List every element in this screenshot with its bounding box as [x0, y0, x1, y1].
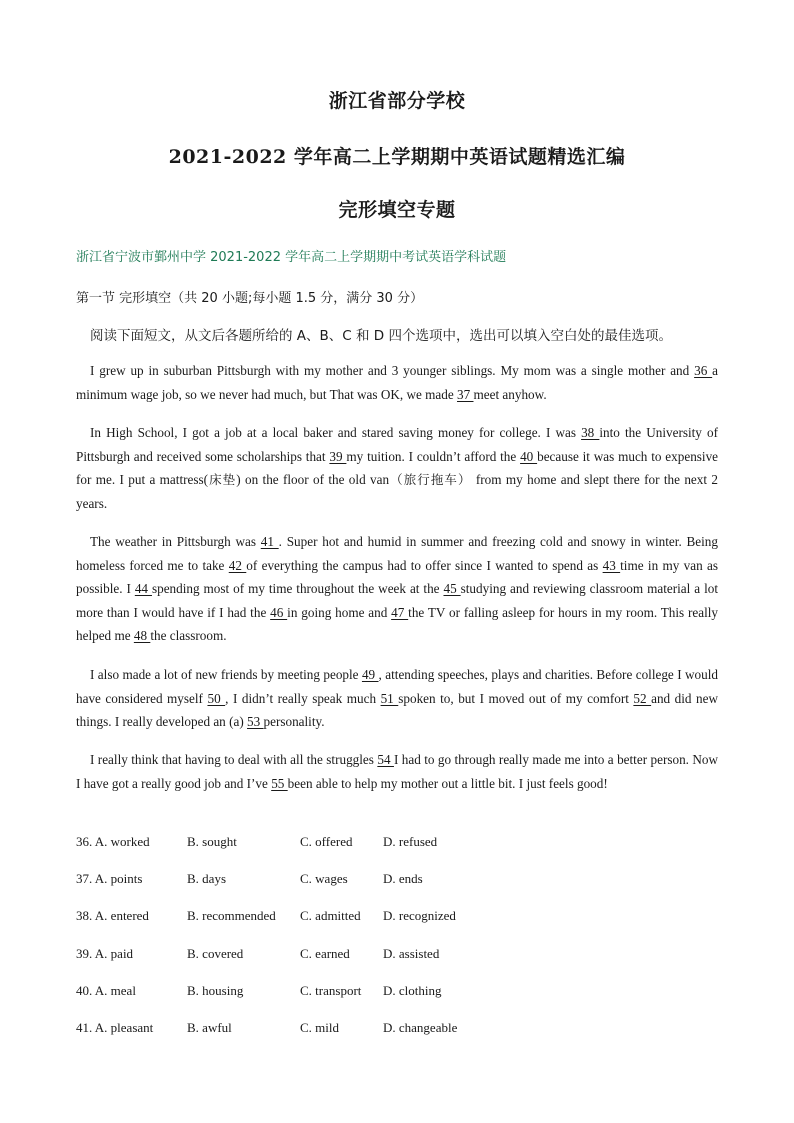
text-run: because it was much to expensive for me. I put a mattress( [76, 448, 719, 488]
blank-54: 54 [377, 752, 394, 767]
blank-53: 53 [247, 714, 264, 730]
option-d: D. changeable [383, 1019, 458, 1035]
blank-36: 36 [694, 363, 713, 378]
option-a: 38. A. entered [76, 908, 149, 924]
option-b: B. sought [187, 834, 237, 849]
source-line: 浙江省宁波市鄞州中学 2021-2022 学年高二上学期期中考试英语学科试题 [76, 250, 507, 265]
text-run: into the University of Pittsburgh and received some scholarships that [76, 425, 718, 464]
passage-paragraph [76, 748, 718, 795]
text-run: time in my van as possible. I [76, 557, 719, 597]
instruction-text: 阅读下面短文，从文后各题所给的 A、B、C 和 D 四个选项中，选出可以填入空白处的最佳选项。 [90, 328, 672, 344]
option-c: C. offered [300, 834, 353, 849]
option-b: B. covered [187, 945, 244, 961]
option-b: B. housing [187, 982, 244, 998]
blank-48: 48 [133, 628, 151, 644]
text-run: , I didn’t really speak much [225, 690, 381, 706]
text-run: from my home and slept there for the next 2 years. [76, 472, 718, 511]
option-a: 41. A. pleasant [76, 1019, 154, 1035]
blank-51: 51 [380, 690, 399, 706]
text-run: in going home and [287, 604, 392, 620]
blank-50: 50 [207, 690, 226, 706]
text-run: and did new things. I really developed an (a) [76, 690, 718, 730]
blank-41: 41 [260, 534, 279, 549]
blank-44: 44 [134, 581, 152, 597]
blank-43: 43 [602, 557, 621, 573]
option-d: D. assisted [383, 945, 440, 961]
blank-49: 49 [361, 667, 379, 682]
blank-39: 39 [329, 448, 347, 464]
blank-52: 52 [633, 690, 652, 706]
text-run: In High School, I got a job at a local baker and stared saving money for college. I was [90, 425, 582, 440]
text-run: the TV or falling asleep for hours in my room. This really helped me [76, 604, 719, 644]
doc-title-region: 浙江省部分学校 [328, 90, 466, 112]
blank-46: 46 [270, 604, 288, 620]
text-run: the classroom. [150, 628, 227, 644]
text-run-cn: （旅行拖车） [389, 472, 472, 488]
option-d: D. recognized [383, 908, 456, 924]
option-c: C. admitted [300, 908, 361, 924]
text-run: I grew up in suburban Pittsburgh with my mother and 3 younger siblings. My mom was a single mother and [90, 363, 695, 378]
option-b: B. recommended [187, 908, 276, 924]
text-run: of everything the campus had to offer since I wanted to spend as [246, 557, 603, 573]
text-run-cn: 床垫 [208, 472, 237, 488]
passage-paragraph [76, 359, 718, 406]
section-heading: 第一节 完形填空（共 20 小题;每小题 1.5 分，满分 30 分） [76, 291, 424, 306]
option-d: D. refused [383, 834, 438, 849]
option-d: D. clothing [383, 982, 442, 998]
option-c: C. transport [300, 982, 362, 998]
text-run: studying and reviewing classroom material a lot more than I would have if I had the [76, 581, 718, 620]
option-a: 40. A. meal [76, 982, 136, 998]
option-c: C. mild [300, 1019, 340, 1035]
text-run: The weather in Pittsburgh was [90, 534, 261, 549]
option-c: C. wages [300, 871, 348, 887]
option-b: B. awful [187, 1019, 232, 1035]
option-d: D. ends [383, 871, 423, 887]
option-a: 37. A. points [76, 871, 143, 887]
text-run: , attending speeches, plays and charities. Before college I would have considered myself [76, 667, 718, 706]
doc-title-exam: 2021-2022 学年高二上学期期中英语试题精选汇编 [168, 146, 626, 168]
blank-45: 45 [443, 581, 461, 597]
text-run: spending most of my time throughout the week at the [151, 581, 444, 597]
text-run: my tuition. I couldn’t afford the [346, 448, 521, 464]
text-run: personality. [263, 714, 325, 730]
blank-38: 38 [581, 425, 600, 440]
blank-47: 47 [391, 604, 409, 620]
option-a: 39. A. paid [76, 945, 134, 961]
passage-paragraph [76, 421, 718, 515]
blank-55: 55 [271, 775, 288, 791]
text-run: been able to help my mother out a little bit. I just feels good! [287, 775, 608, 791]
text-run: spoken to, but I moved out of my comfort [398, 690, 634, 706]
option-b: B. days [187, 871, 226, 887]
option-c: C. earned [300, 945, 350, 961]
text-run: meet anyhow. [473, 386, 547, 402]
text-run: I had to go through really made me into a better person. Now I have got a really good job and I’ve [76, 752, 719, 791]
text-run: ) on the floor of the old van [236, 472, 390, 488]
option-a: 36. A. worked [76, 834, 150, 849]
text-run: a minimum wage job, so we never had much, but That was OK, we made [76, 363, 718, 402]
text-run: . Super hot and humid in summer and freezing cold and snowy in winter. Being homeless forced me to take [76, 534, 718, 573]
blank-37: 37 [457, 386, 474, 402]
text-run: I really think that having to deal with all the struggles [90, 752, 378, 767]
blank-42: 42 [228, 557, 247, 573]
blank-40: 40 [520, 448, 538, 464]
doc-title-topic: 完形填空专题 [338, 199, 456, 221]
text-run: I also made a lot of new friends by meeting people [90, 667, 362, 682]
passage-paragraph [76, 663, 718, 734]
passage-paragraph [76, 530, 718, 648]
